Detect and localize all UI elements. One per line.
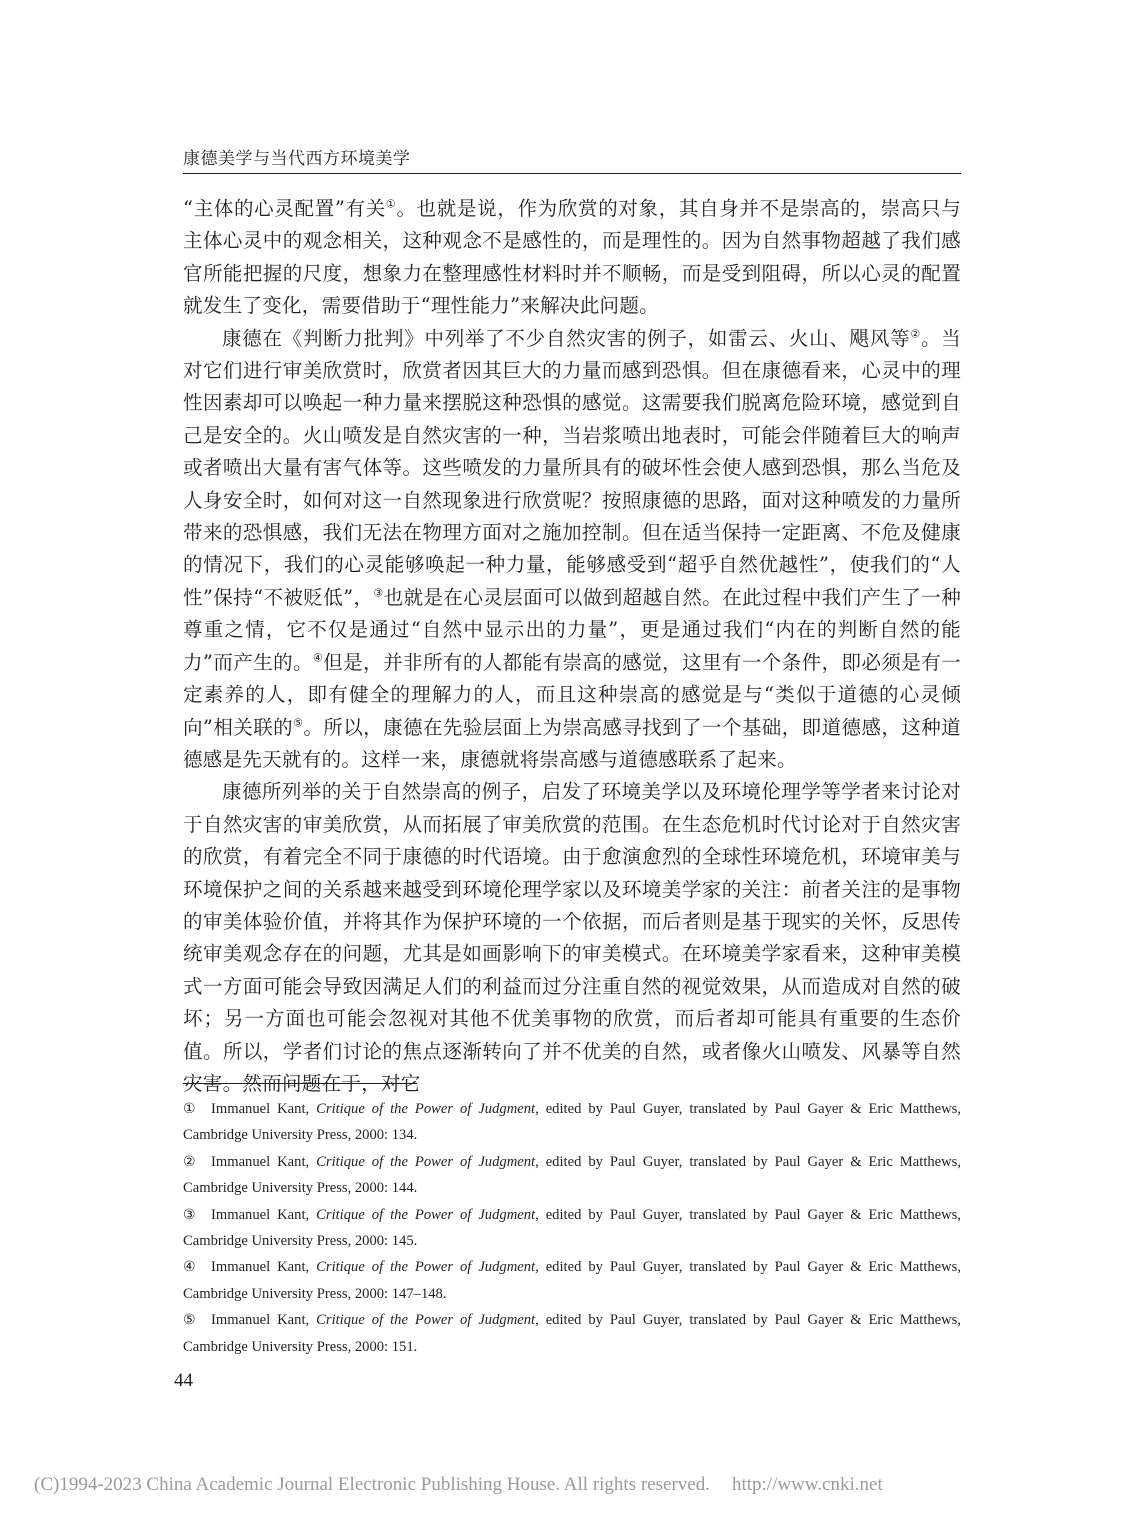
footnote-ref-5[interactable]: ⑤ [293,716,304,729]
cnki-link[interactable]: http://www.cnki.net [731,1474,883,1495]
footnote-5 [183,1307,961,1360]
footnote-ref-4[interactable]: ④ [313,651,324,665]
footnote-author: Immanuel Kant, [211,1153,317,1170]
running-header-title: 康德美学与当代西方环境美学 [183,149,411,169]
footnote-book-title: Critique of the Power of Judgment [316,1312,536,1329]
footnote-ref-2[interactable]: ② [910,327,921,341]
footnote-book-title: Critique of the Power of Judgment [316,1206,536,1223]
paragraph-2-text-d: 但是，并非所有的人都能有崇高的感觉，这里有一个条件，即必须是有一定素养的人，即有健全的理解力的人，而且这种崇高的感觉是与“类似于道德的心灵倾向”相关联的 [183,650,961,739]
paragraph-2-text-c: 也就是在心灵层面可以做到超越自然。在此过程中我们产生了一种尊重之情，它不仅是通过“自然中显示出的力量”，更是通过我们“内在的判断自然的能力”而产生的。 [183,585,961,674]
footnote-book-title: Critique of the Power of Judgment [316,1153,536,1170]
footnote-number: ⑤ [183,1312,196,1329]
footnote-rule [183,1083,417,1084]
footnote-number: ③ [183,1206,196,1223]
paragraph-1-text-a: “主体的心灵配置”有关 [183,197,386,220]
footnote-ref-1[interactable]: ① [385,197,397,211]
footnote-1 [183,1096,961,1149]
footnote-ref-3[interactable]: ③ [373,586,384,600]
paragraph-3: 康德所列举的关于自然崇高的例子，启发了环境美学以及环境伦理学等学者来讨论对于自然灾害的审美欣赏，从而拓展了审美欣赏的范围。在生态危机时代讨论对于自然灾害的欣赏，有着完全不同于康德的时代语境。由于愈演愈烈的全球性环境危机，环境审美与环境保护之间的关系越来越受到环境伦理学家以及环境美学家的关注：前者关注的是事物的审美体验价值，并将其作为保护环境的一个依据，而后者则是基于现实的关怀，反思传统审美观念存在的问题，尤其是如画影响下的审美模式。在环境美学家看来，这种审美模式一方面可能会导致因满足人们的利益而过分注重自然的视觉效果，从而造成对自然的破坏；另一方面也可能会忽视对其他不优美事物的欣赏，而后者却可能具有重要的生态价值。所以，学者们讨论的焦点逐渐转向了并不优美的自然，或者像火山喷发、风暴等自然灾害。然而问题在于，对它 [183,780,961,1095]
paragraph-2-text-a: 康德在《判断力批判》中列举了不少自然灾害的例子，如雷云、火山、飓风等 [222,326,911,350]
paragraph-2 [183,323,961,777]
footnote-4 [183,1254,961,1307]
paragraph-1-text-b: 。也就是说，作为欣赏的对象，其自身并不是崇高的，崇高只与主体心灵中的观念相关，这种观念不是感性的，而是理性的。因为自然事物超越了我们感官所能把握的尺度，想象力在整理感性材料时并不顺畅，而是受到阻碍，所以心灵的配置就发生了变化，需要借助于“理性能力”来解决此问题。 [183,197,961,318]
footnotes [183,1096,961,1360]
paragraph-2-text-b: 。当对它们进行审美欣赏时，欣赏者因其巨大的力量而感到恐惧。但在康德看来，心灵中的理性因素却可以唤起一种力量来摆脱这种恐惧的感觉。这需要我们脱离危险环境，感觉到自己是安全的。火山喷发是自然灾害的一种，当岩浆喷出地表时，可能会伴随着巨大的响声或者喷出大量有害气体等。这些喷发的力量所具有的破坏性会使人感到恐惧，那么当危及人身安全时，如何对这一自然现象进行欣赏呢？按照康德的思路，面对这种喷发的力量所带来的恐惧感，我们无法在物理方面对之施加控制。但在适当保持一定距离、不危及健康的情况下，我们的心灵能够唤起一种力量，能够感受到“超乎自然优越性”，使我们的“人性”保持“不被贬低”， [183,326,961,609]
footnote-citation: , edited by Paul Guyer, translated by Paul Gayer & Eric Matthews, Cambridge University Press, 2000: 151. [183,1312,962,1355]
footnote-author: Immanuel Kant, [211,1312,317,1329]
footnote-book-title: Critique of the Power of Judgment [316,1259,536,1276]
footnote-book-title: Critique of the Power of Judgment [316,1101,536,1117]
body-text [183,193,961,1100]
footnote-number: ① [183,1101,196,1117]
paragraph-1 [183,193,961,323]
header-rule [183,173,961,174]
footnote-3 [183,1202,961,1255]
footnote-number: ④ [183,1259,196,1276]
copyright-text: (C)1994-2023 China Academic Journal Electronic Publishing House. All rights reserved. [34,1474,710,1495]
footnote-citation: , edited by Paul Guyer, translated by Paul Gayer & Eric Matthews, Cambridge University Press, 2000: 134. [183,1101,962,1144]
paragraph-2-text-e: 。所以，康德在先验层面上为崇高感寻找到了一个基础，即道德感，这种道德感是先天就有的。这样一来，康德就将崇高感与道德感联系了起来。 [183,715,961,771]
footnote-2 [183,1149,961,1202]
footnote-author: Immanuel Kant, [211,1101,317,1117]
footnote-number: ② [183,1153,196,1170]
footnote-author: Immanuel Kant, [211,1206,317,1223]
footnote-citation: , edited by Paul Guyer, translated by Paul Gayer & Eric Matthews, Cambridge University Press, 2000: 145. [183,1206,962,1250]
copyright-notice [34,1474,883,1496]
footnote-citation: , edited by Paul Guyer, translated by Paul Gayer & Eric Matthews, Cambridge University Press, 2000: 147–148. [183,1259,962,1302]
page-number: 44 [174,1370,193,1391]
footnote-author: Immanuel Kant, [211,1259,317,1276]
footnote-citation: , edited by Paul Guyer, translated by Paul Gayer & Eric Matthews, Cambridge University Press, 2000: 144. [183,1153,962,1197]
